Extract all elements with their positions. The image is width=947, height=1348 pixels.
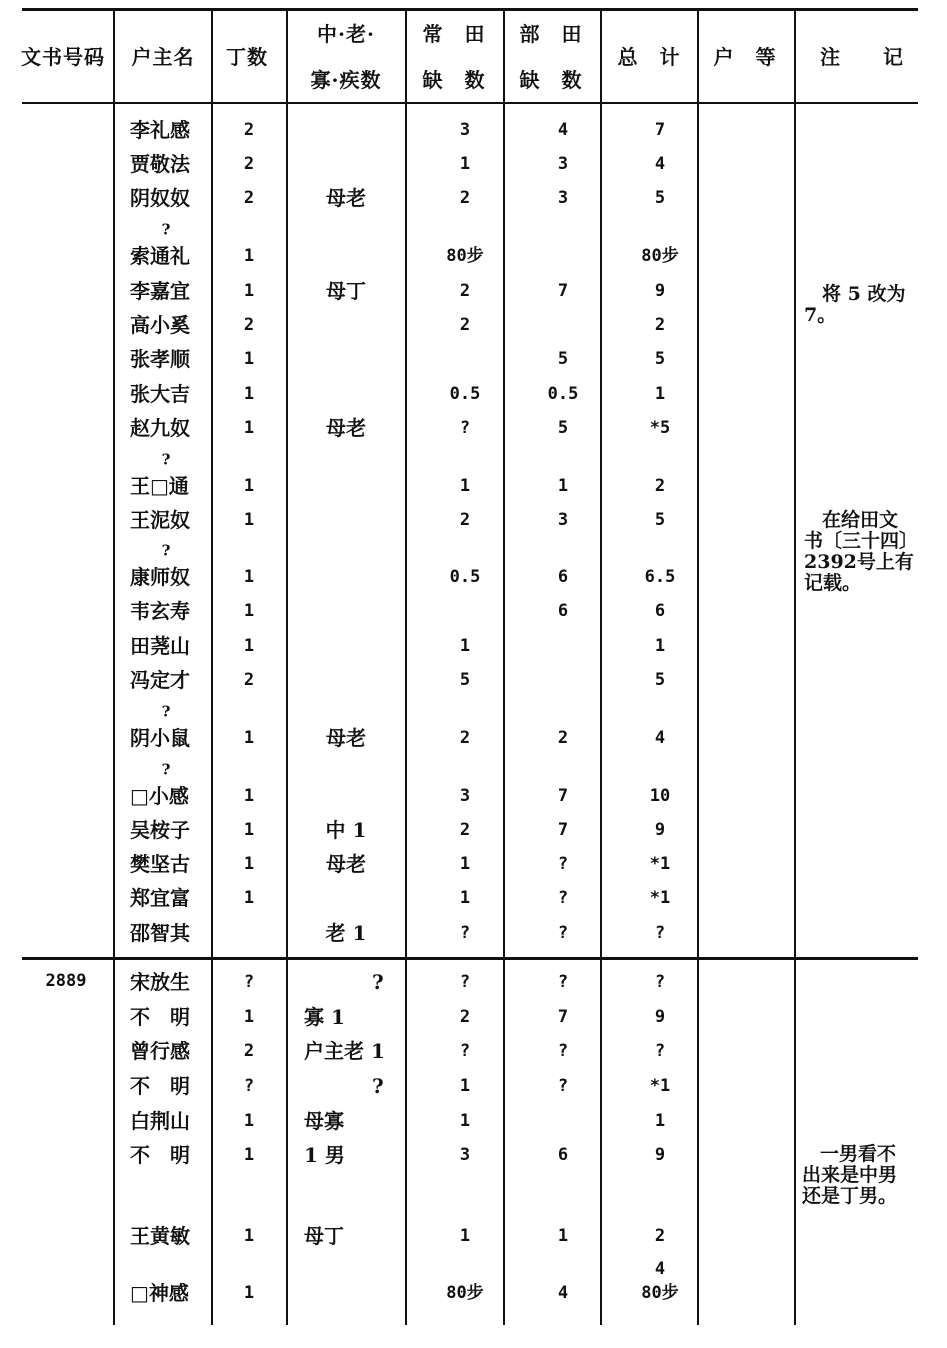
bu-cell: 5 <box>557 418 569 438</box>
chang-cell: 5 <box>459 670 471 690</box>
chang-cell: 1 <box>459 888 471 908</box>
ding-cell: 1 <box>243 246 255 266</box>
ding-cell: 1 <box>243 1145 255 1165</box>
head-name-cell: 李礼感 <box>130 118 190 142</box>
head-name-cell: 王泥奴 <box>130 508 190 532</box>
chang-cell: 2 <box>459 188 471 208</box>
chang-cell: 2 <box>459 728 471 748</box>
bu-cell: 5 <box>557 349 569 369</box>
chang-cell: 1 <box>459 1076 471 1096</box>
bu-cell: 4 <box>557 1283 569 1303</box>
note-line: 还是丁男。 <box>802 1185 898 1207</box>
total-cell: ? <box>654 972 666 992</box>
bu-cell: 4 <box>557 120 569 140</box>
head-name-cell: 张大吉 <box>130 382 190 406</box>
column-rule <box>405 10 407 1325</box>
zhong-cell: 母老 <box>326 416 366 440</box>
head-name-cell: 王□通 <box>130 474 189 498</box>
uncertain-mark: ? <box>161 220 171 239</box>
total-cell: 80步 <box>641 1283 679 1303</box>
bu-cell: 2 <box>557 728 569 748</box>
head-name-cell: 吴桉子 <box>130 818 190 842</box>
zhong-cell: 母老 <box>326 726 366 750</box>
head-name-cell: 不 明 <box>130 1074 190 1098</box>
bu-cell: 7 <box>557 786 569 806</box>
note-section1-a <box>804 284 924 326</box>
bu-cell: ? <box>557 1041 569 1061</box>
top-rule <box>22 8 918 11</box>
ding-cell: 2 <box>243 670 255 690</box>
header-total: 总 计 <box>617 45 681 69</box>
ding-cell: 1 <box>243 418 255 438</box>
total-cell: ? <box>654 923 666 943</box>
bu-cell: 6 <box>557 567 569 587</box>
note-line: 出来是中男 <box>802 1164 898 1186</box>
bu-cell: 3 <box>557 188 569 208</box>
ding-cell: 1 <box>243 820 255 840</box>
ding-cell: 1 <box>243 349 255 369</box>
head-name-cell: □小感 <box>130 784 189 808</box>
total-cell: 9 <box>654 1007 666 1027</box>
bu-cell: 6 <box>557 1145 569 1165</box>
bu-cell: 1 <box>557 1226 569 1246</box>
total-cell: 1 <box>654 384 666 404</box>
total-cell: 1 <box>654 636 666 656</box>
total-cell: 5 <box>654 510 666 530</box>
total-cell: 6 <box>654 601 666 621</box>
chang-cell: 1 <box>459 154 471 174</box>
head-name-cell: 不 明 <box>130 1143 190 1167</box>
zhong-cell: 母丁 <box>326 279 366 303</box>
ding-cell: 2 <box>243 188 255 208</box>
zhong-cell: 户主老 1 <box>304 1039 385 1063</box>
zhong-cell: ? <box>372 1074 384 1098</box>
bu-cell: ? <box>557 1076 569 1096</box>
total-cell: 10 <box>649 786 671 806</box>
chang-cell: 2 <box>459 281 471 301</box>
header-bu-line2: 缺 数 <box>519 68 583 92</box>
head-name-cell: □神感 <box>130 1281 189 1305</box>
uncertain-mark: ? <box>161 541 171 560</box>
total-top-cell: 4 <box>654 1259 666 1279</box>
head-name-cell: 宋放生 <box>130 970 190 994</box>
header-ding: 丁数 <box>226 45 268 69</box>
chang-cell: 2 <box>459 820 471 840</box>
note-line: 7。 <box>804 304 837 326</box>
note-line: 将 5 改为 <box>822 283 906 305</box>
chang-cell: 0.5 <box>449 567 481 587</box>
head-name-cell: 邵智其 <box>130 921 190 945</box>
ding-cell: 1 <box>243 786 255 806</box>
column-rule <box>697 10 699 1325</box>
total-cell: ? <box>654 1041 666 1061</box>
header-head-name: 户主名 <box>131 45 195 69</box>
total-cell: 2 <box>654 1226 666 1246</box>
ding-cell: 1 <box>243 728 255 748</box>
chang-cell: ? <box>459 1041 471 1061</box>
total-cell: 4 <box>654 728 666 748</box>
bu-cell: 7 <box>557 820 569 840</box>
chang-cell: ? <box>459 418 471 438</box>
chang-cell: ? <box>459 972 471 992</box>
total-cell: 5 <box>654 670 666 690</box>
chang-cell: 1 <box>459 636 471 656</box>
head-name-cell: 贾敬法 <box>130 152 190 176</box>
head-name-cell: 张孝顺 <box>130 347 190 371</box>
column-rule <box>286 10 288 1325</box>
total-cell: *1 <box>649 1076 671 1096</box>
head-name-cell: 郑宜富 <box>130 886 190 910</box>
header-bu-line1: 部 田 <box>519 22 583 46</box>
head-name-cell: 康师奴 <box>130 565 190 589</box>
chang-cell: 3 <box>459 120 471 140</box>
column-rule <box>113 10 115 1325</box>
note-line: 记载。 <box>804 572 862 594</box>
chang-cell: ? <box>459 923 471 943</box>
total-cell: 9 <box>654 820 666 840</box>
head-name-cell: 阴奴奴 <box>130 186 190 210</box>
zhong-cell: 寡 1 <box>304 1005 345 1029</box>
total-cell: 5 <box>654 188 666 208</box>
head-name-cell: 阴小鼠 <box>130 726 190 750</box>
bu-cell: ? <box>557 923 569 943</box>
total-cell: 1 <box>654 1111 666 1131</box>
chang-cell: 3 <box>459 1145 471 1165</box>
chang-cell: 1 <box>459 1111 471 1131</box>
zhong-cell: ? <box>372 970 384 994</box>
chang-cell: 1 <box>459 854 471 874</box>
zhong-cell: 母老 <box>326 852 366 876</box>
bu-cell: 7 <box>557 281 569 301</box>
ding-cell: 1 <box>243 636 255 656</box>
head-name-cell: 曾行感 <box>130 1039 190 1063</box>
chang-cell: 2 <box>459 510 471 530</box>
column-rule <box>211 10 213 1325</box>
total-cell: 2 <box>654 315 666 335</box>
header-note: 注 记 <box>820 45 904 69</box>
zhong-cell: 1 男 <box>304 1143 345 1167</box>
ding-cell: 1 <box>243 476 255 496</box>
ding-cell: 2 <box>243 1041 255 1061</box>
bu-cell: 0.5 <box>547 384 579 404</box>
chang-cell: 3 <box>459 786 471 806</box>
uncertain-mark: ? <box>161 760 171 779</box>
chang-cell: 0.5 <box>449 384 481 404</box>
total-cell: 9 <box>654 281 666 301</box>
ding-cell: 1 <box>243 510 255 530</box>
header-hudeng: 户 等 <box>713 45 777 69</box>
total-cell: 5 <box>654 349 666 369</box>
column-rule <box>794 10 796 1325</box>
total-cell: 80步 <box>641 246 679 266</box>
total-cell: *1 <box>649 854 671 874</box>
ding-cell: 1 <box>243 854 255 874</box>
chang-cell: 1 <box>459 476 471 496</box>
bu-cell: 3 <box>557 510 569 530</box>
ding-cell: 1 <box>243 1111 255 1131</box>
head-name-cell: 田荛山 <box>130 634 190 658</box>
section-2-doc-no: 2889 <box>45 971 87 991</box>
header-chang-line1: 常 田 <box>422 22 486 46</box>
zhong-cell: 母老 <box>326 186 366 210</box>
chang-cell: 2 <box>459 1007 471 1027</box>
ding-cell: 2 <box>243 315 255 335</box>
head-name-cell: 冯定才 <box>130 668 190 692</box>
ding-cell: ? <box>243 972 255 992</box>
uncertain-mark: ? <box>161 450 171 469</box>
total-cell: *5 <box>649 418 671 438</box>
note-line: 书〔三十四〕 <box>804 530 919 552</box>
ding-cell: 2 <box>243 120 255 140</box>
bu-cell: 6 <box>557 601 569 621</box>
column-rule <box>600 10 602 1325</box>
head-name-cell: 韦玄寿 <box>130 599 190 623</box>
head-name-cell: 樊坚古 <box>130 852 190 876</box>
bu-cell: 3 <box>557 154 569 174</box>
header-zhong-line2: 寡·疾数 <box>310 68 382 92</box>
bu-cell: ? <box>557 888 569 908</box>
head-name-cell: 索通礼 <box>130 244 190 268</box>
zhong-cell: 老 1 <box>325 921 367 945</box>
ding-cell: 1 <box>243 1283 255 1303</box>
total-cell: 9 <box>654 1145 666 1165</box>
note-line: 在给田文 <box>822 509 899 531</box>
note-section1-b <box>804 510 928 594</box>
uncertain-mark: ? <box>161 702 171 721</box>
ding-cell: 1 <box>243 384 255 404</box>
ding-cell: 1 <box>243 567 255 587</box>
note-section2-a <box>802 1144 926 1207</box>
section-rule <box>22 957 918 960</box>
note-line: 2392号上有 <box>804 551 914 573</box>
header-doc-no: 文书号码 <box>21 45 105 69</box>
ding-cell: ? <box>243 1076 255 1096</box>
ding-cell: 1 <box>243 888 255 908</box>
bu-cell: 7 <box>557 1007 569 1027</box>
ding-cell: 1 <box>243 601 255 621</box>
bu-cell: ? <box>557 972 569 992</box>
bu-cell: ? <box>557 854 569 874</box>
total-cell: *1 <box>649 888 671 908</box>
column-rule <box>503 10 505 1325</box>
header-rule <box>22 102 918 104</box>
zhong-cell: 中 1 <box>325 818 367 842</box>
chang-cell: 80步 <box>446 1283 484 1303</box>
ding-cell: 1 <box>243 1007 255 1027</box>
total-cell: 7 <box>654 120 666 140</box>
ding-cell: 1 <box>243 281 255 301</box>
head-name-cell: 李嘉宜 <box>130 279 190 303</box>
head-name-cell: 不 明 <box>130 1005 190 1029</box>
chang-cell: 2 <box>459 315 471 335</box>
total-cell: 2 <box>654 476 666 496</box>
chang-cell: 1 <box>459 1226 471 1246</box>
head-name-cell: 白荆山 <box>130 1109 190 1133</box>
total-cell: 4 <box>654 154 666 174</box>
header-zhong-line1: 中·老· <box>317 22 375 46</box>
zhong-cell: 母丁 <box>304 1224 344 1248</box>
ding-cell: 1 <box>243 1226 255 1246</box>
header-chang-line2: 缺 数 <box>422 68 486 92</box>
head-name-cell: 赵九奴 <box>130 416 190 440</box>
total-cell: 6.5 <box>644 567 676 587</box>
zhong-cell: 母寡 <box>304 1109 344 1133</box>
head-name-cell: 王黄敏 <box>130 1224 190 1248</box>
ding-cell: 2 <box>243 154 255 174</box>
bu-cell: 1 <box>557 476 569 496</box>
head-name-cell: 高小奚 <box>130 313 190 337</box>
note-line: 一男看不 <box>820 1143 897 1165</box>
chang-cell: 80步 <box>446 246 484 266</box>
